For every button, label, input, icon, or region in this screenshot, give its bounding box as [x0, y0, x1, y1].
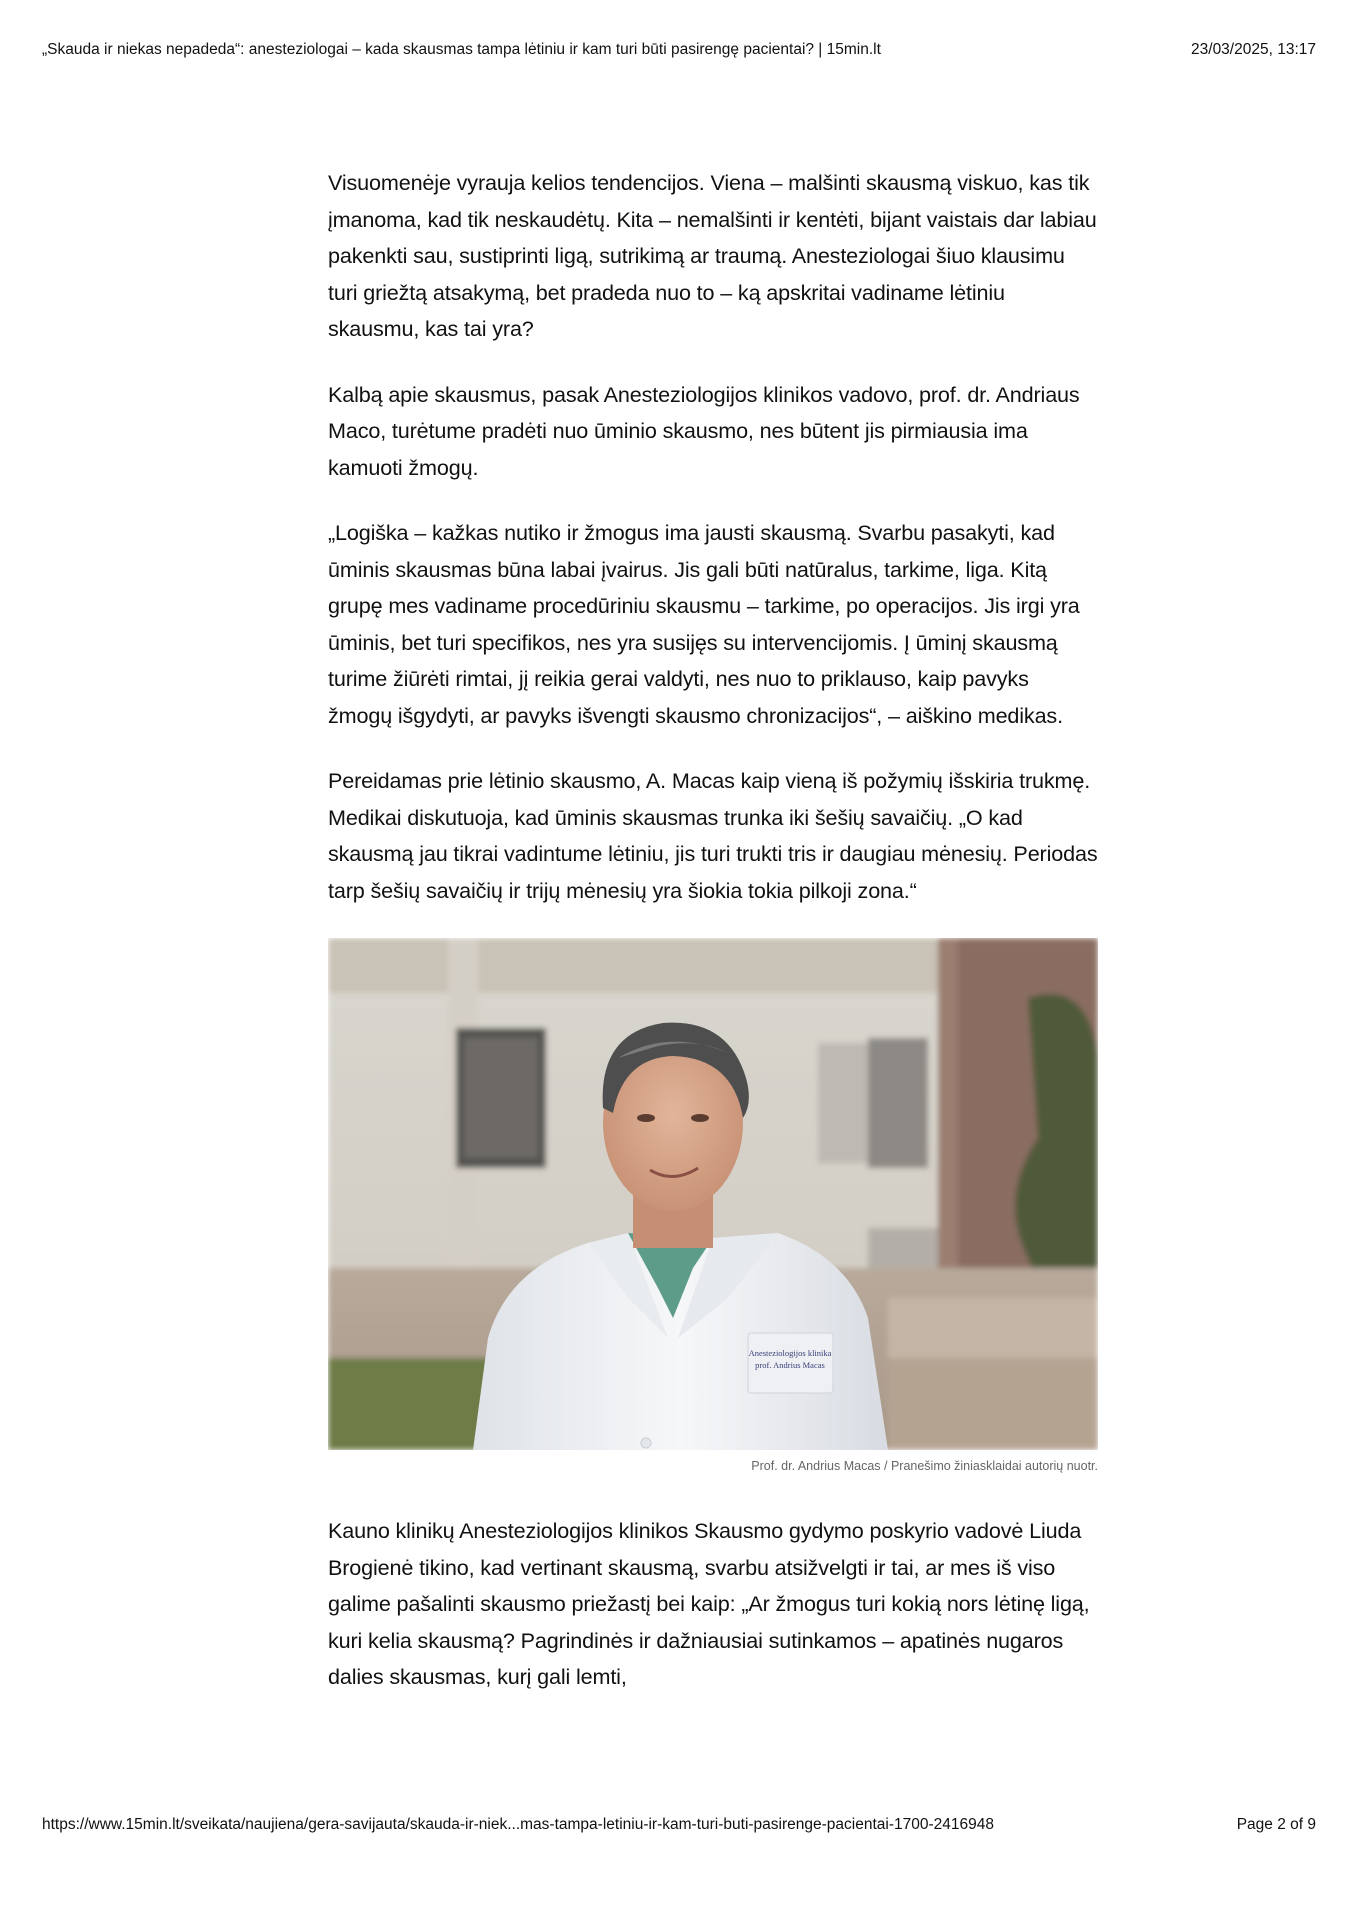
portrait-photo [328, 938, 1098, 1450]
photo-caption: Prof. dr. Andrius Macas / Pranešimo žiniasklaidai autorių nuotr. [751, 1459, 1098, 1473]
coat-embroidery-line1: Anesteziologijos klinika [748, 1348, 832, 1358]
article-body [328, 165, 1098, 1725]
article-figure [328, 938, 1098, 1475]
article-paragraph: Visuomenėje vyrauja kelios tendencijos. Viena – malšinti skausmą viskuo, kas tik įmanoma, kad tik neskaudėtų. Kita – nemalšinti ir kentėti, bijant vaistais dar labiau pakenkti sau, sustiprinti ligą, sutrikimą ar traumą. Anesteziologai šiuo klausimu turi griežtą atsakymą, bet pradeda nuo to – ką apskritai vadiname lėtiniu skausmu, kas tai yra? [328, 170, 1097, 341]
article-paragraph: Pereidamas prie lėtinio skausmo, A. Macas kaip vieną iš požymių išskiria trukmę. Medikai diskutuoja, kad ūminis skausmas trunka iki šešių savaičių. „O kad skausmą jau tikrai vadintume lėtiniu, jis turi trukti tris ir daugiau mėnesių. Periodas tarp šešių savaičių ir trijų mėnesių yra šiokia tokia pilkoji zona.“ [328, 768, 1098, 903]
print-footer [42, 1813, 1316, 1837]
article-paragraph: Kauno klinikų Anesteziologijos klinikos Skausmo gydymo poskyrio vadovė Liuda Brogienė tikino, kad vertinant skausmą, svarbu atsižvelgti ir tai, ar mes iš viso galime pašalinti skausmo priežastį bei kaip: „Ar žmogus turi kokią nors lėtinę ligą, kuri kelia skausmą? Pagrindinės ir dažniausiai sutinkamos – apatinės nugaros dalies skausmas, kurį gali lemti, [328, 1518, 1090, 1689]
article-paragraph: „Logiška – kažkas nutiko ir žmogus ima jausti skausmą. Svarbu pasakyti, kad ūminis skausmas būna labai įvairus. Jis gali būti natūralus, tarkime, liga. Kitą grupę mes vadiname procedūriniu skausmu – tarkime, po operacijos. Jis irgi yra ūminis, bet turi specifikos, nes yra susijęs su intervencijomis. Į ūminį skausmą turime žiūrėti rimtai, jį reikia gerai valdyti, nes nuo to priklauso, kaip pavyks žmogų išgydyti, ar pavyks išvengti skausmo chronizacijos“, – aiškino medikas. [328, 520, 1080, 728]
print-footer-page-number: Page 2 of 9 [1236, 1816, 1316, 1833]
print-header-title: „Skauda ir niekas nepadeda“: anesteziologai – kada skausmas tampa lėtiniu ir kam turi būti pasirengę pacientai? | 15min.lt [42, 41, 881, 58]
print-footer-url[interactable]: https://www.15min.lt/sveikata/naujiena/gera-savijauta/skauda-ir-niek...mas-tampa-letiniu-ir-kam-turi-buti-pasirenge-pacientai-1700-2416948 [42, 1816, 994, 1833]
article-paragraph: Kalbą apie skausmus, pasak Anesteziologijos klinikos vadovo, prof. dr. Andriaus Maco, turėtume pradėti nuo ūminio skausmo, nes būtent jis pirmiausia ima kamuoti žmogų. [328, 381, 1080, 480]
print-header [42, 38, 1316, 62]
print-header-datetime: 23/03/2025, 13:17 [1191, 41, 1316, 58]
coat-embroidery-line2: prof. Andrius Macas [755, 1360, 825, 1370]
